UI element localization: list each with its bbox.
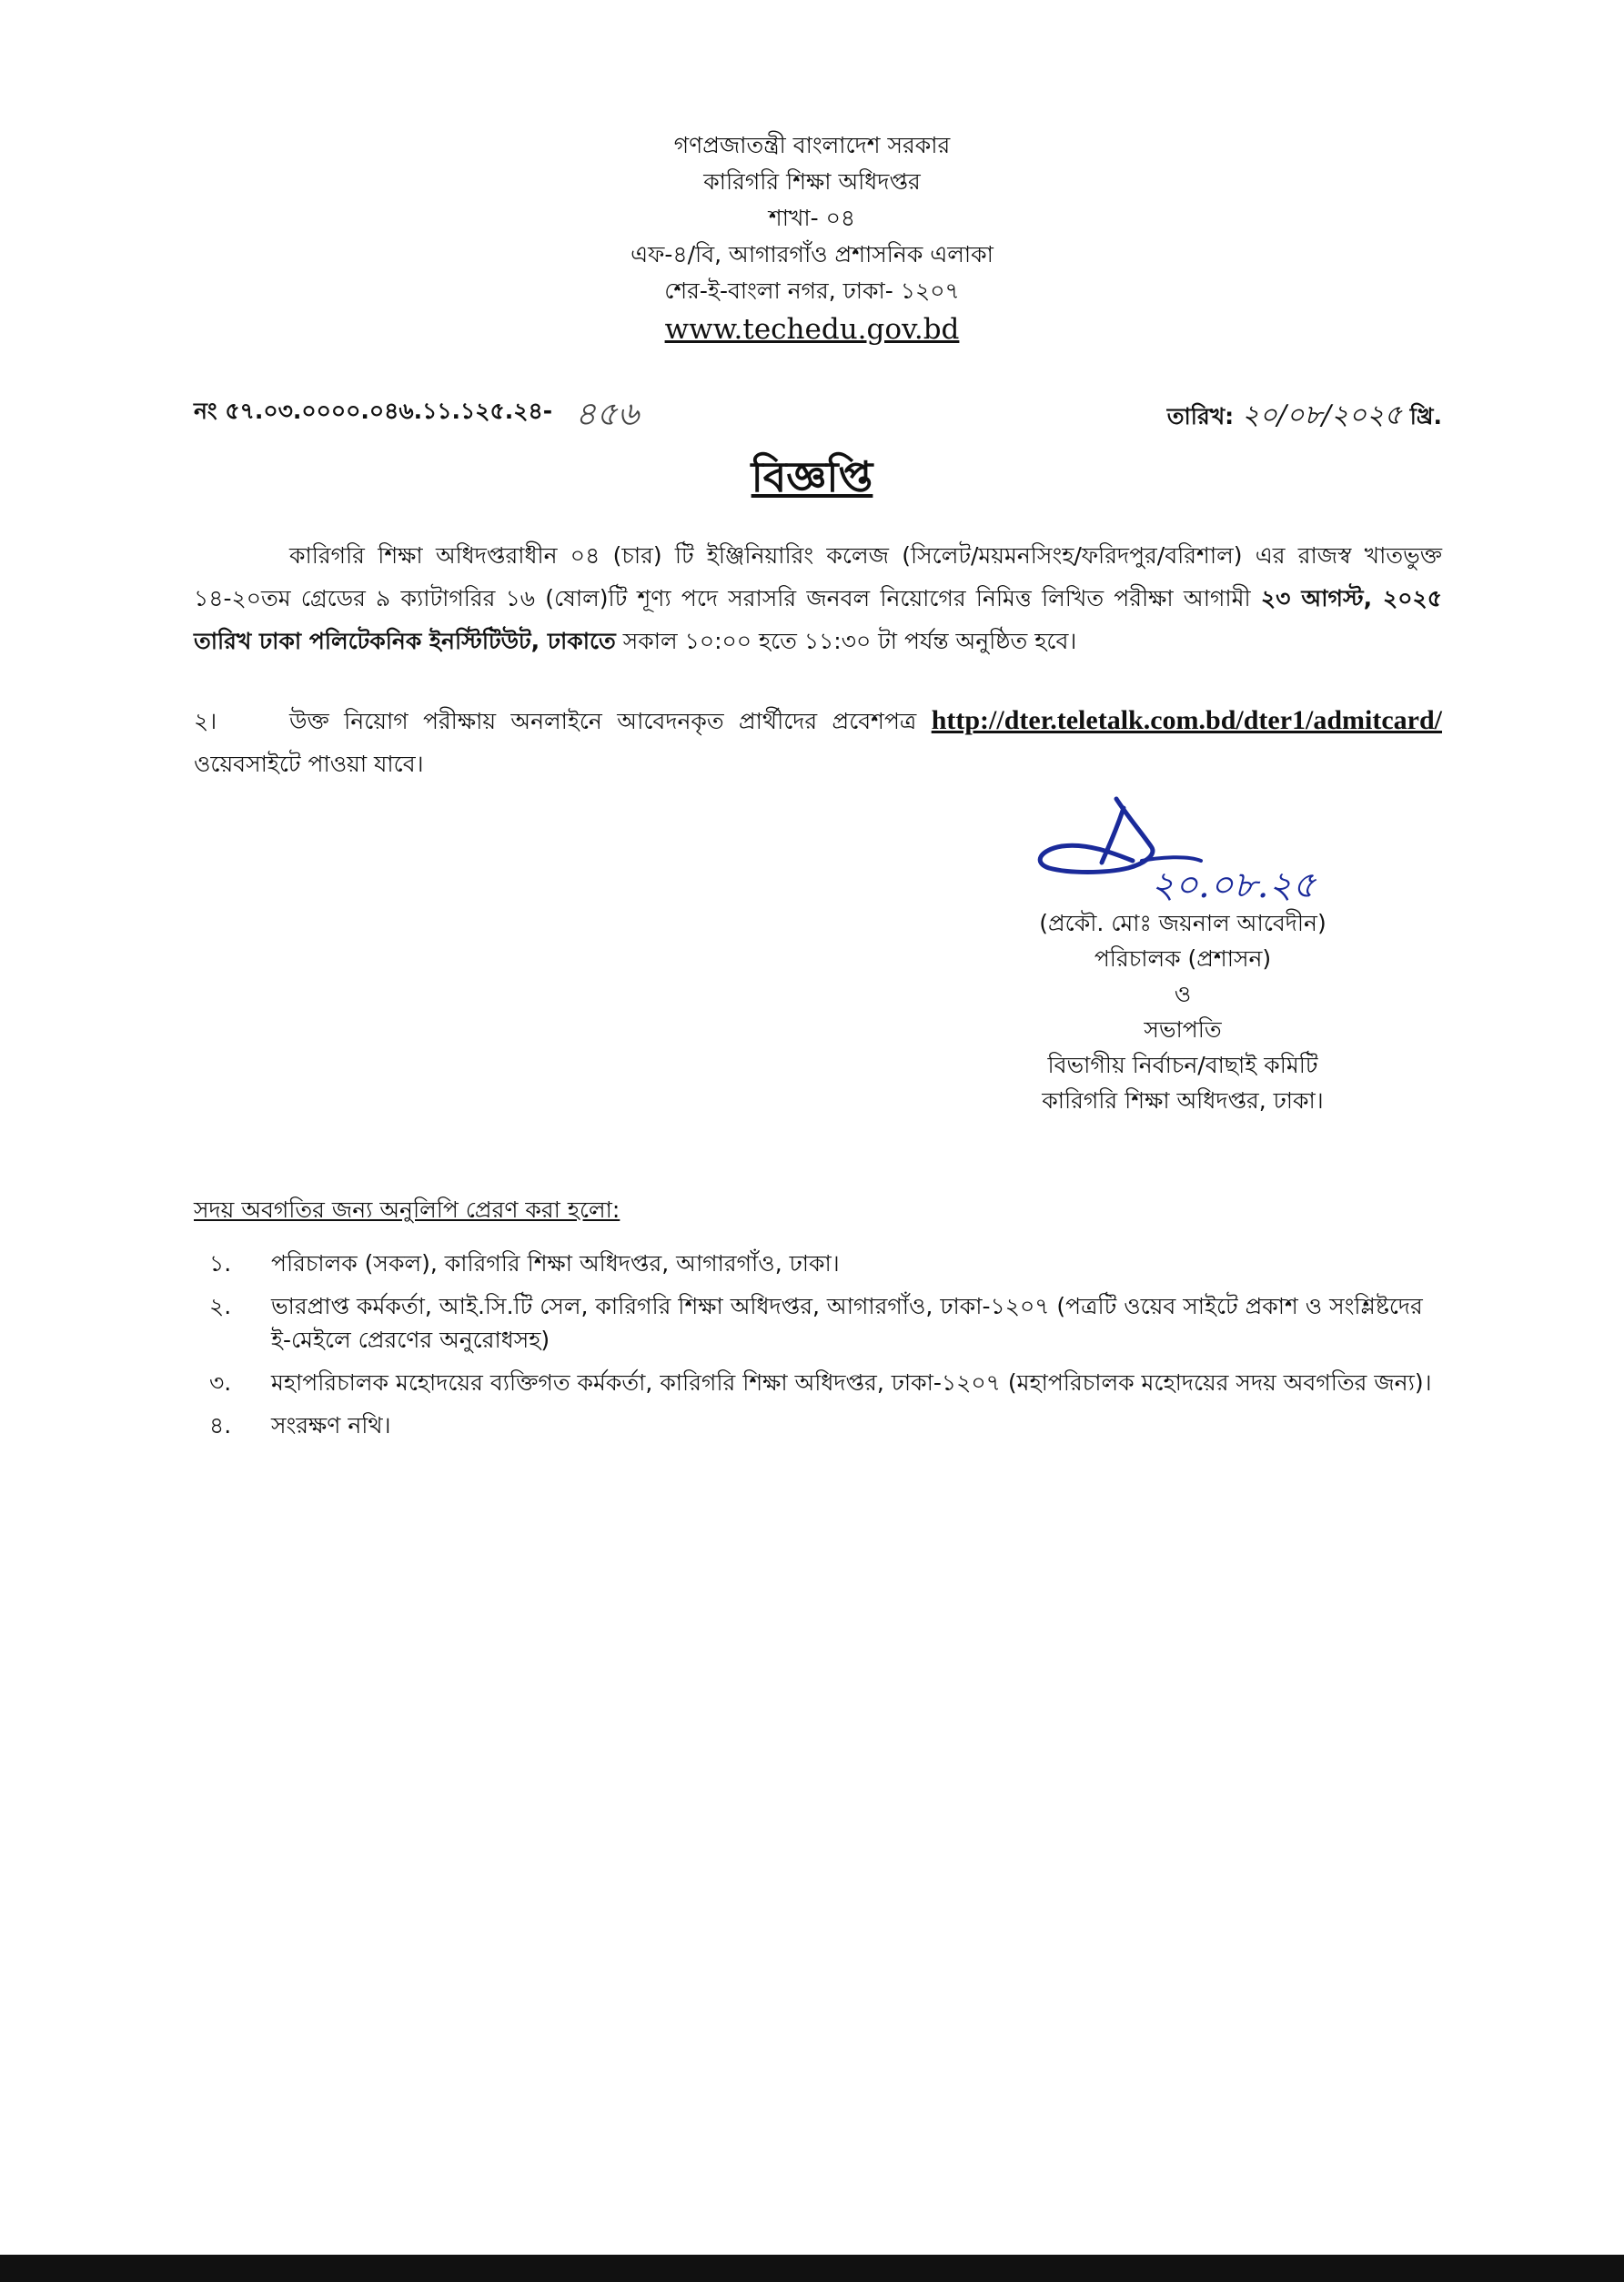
header-website-link[interactable]: www.techedu.gov.bd	[664, 313, 960, 346]
date-label: তারিখ:	[1166, 403, 1235, 429]
memo-handwritten-number: ৪৫৬	[575, 396, 640, 433]
signatory-committee: বিভাগীয় নির্বাচন/বাছাই কমিটি	[1047, 1052, 1318, 1078]
header-address-2: শের-ই-বাংলা নগর, ঢাকা- ১২০৭	[664, 278, 960, 304]
list-item	[194, 1409, 1449, 1442]
list-item-text: মহাপরিচালক মহোদয়ের ব্যক্তিগত কর্মকর্তা, কারিগরি শিক্ষা অধিদপ্তর, ঢাকা-১২০৭ (মহাপরিচালক মহোদয়ের সদয় অবগতির জন্য)।	[271, 1369, 1432, 1396]
header-department: কারিগরি শিক্ষা অধিদপ্তর	[703, 168, 921, 195]
memo-number: নং ৫৭.০৩.০০০০.০৪৬.১১.১২৫.২৪-	[194, 398, 553, 424]
signatory-name: (প্রকৌ. মোঃ জয়নাল আবেদীন)	[1039, 910, 1326, 936]
list-item-number: ৪.	[209, 1412, 232, 1439]
header-government: গণপ্রজাতন্ত্রী বাংলাদেশ সরকার	[673, 132, 951, 158]
signature-date: ২০.০৮.২৫	[1151, 864, 1316, 906]
signatory-designation: পরিচালক (প্রশাসন)	[1094, 945, 1272, 972]
date-value: ২০/০৮/২০২৫	[1241, 399, 1403, 431]
signatory-role: সভাপতি	[1144, 1016, 1222, 1043]
list-item	[194, 1289, 1449, 1357]
list-item-number: ২.	[209, 1293, 232, 1319]
copy-to-heading: সদয় অবগতির জন্য অনুলিপি প্রেরণ করা হলো:	[194, 1197, 620, 1223]
paragraph-1-text-b: সকাল ১০:০০ হতে ১১:৩০ টা পর্যন্ত অনুষ্ঠিত হবে।	[622, 628, 1077, 654]
paragraph-2-number: ২।	[194, 708, 217, 734]
header-address-1: এফ-৪/বি, আগারগাঁও প্রশাসনিক এলাকা	[630, 241, 994, 268]
date-suffix: খ্রি.	[1409, 403, 1442, 429]
paragraph-2	[194, 699, 1442, 785]
notice-title: বিজ্ঞপ্তি	[751, 452, 873, 501]
list-item-text: সংরক্ষণ নথি।	[271, 1412, 391, 1439]
signatory-office: কারিগরি শিক্ষা অধিদপ্তর, ঢাকা।	[1042, 1087, 1324, 1114]
memo-date	[1167, 393, 1442, 439]
list-item-text: পরিচালক (সকল), কারিগরি শিক্ষা অধিদপ্তর, আগারগাঁও, ঢাকা।	[271, 1250, 840, 1277]
header-branch: শাখা- ০৪	[768, 205, 856, 231]
paragraph-2-text-b: ওয়েবসাইটে পাওয়া যাবে।	[194, 751, 424, 777]
list-item-text: ভারপ্রাপ্ত কর্মকর্তা, আই.সি.টি সেল, কারিগরি শিক্ষা অধিদপ্তর, আগারগাঁও, ঢাকা-১২০৭ (পত্রটি ওয়েব সাইটে প্রকাশ ও সংশ্লিষ্টদের ই-মেইলে প্রেরণের অনুরোধসহ)	[271, 1293, 1423, 1353]
list-item	[194, 1366, 1449, 1399]
signatory-conjunction: ও	[1174, 981, 1192, 1007]
letterhead	[0, 127, 1624, 349]
signatory-block	[937, 905, 1428, 1118]
admit-card-link[interactable]: http://dter.teletalk.com.bd/dter1/admitcard/	[931, 705, 1443, 735]
signature-scribble	[1014, 790, 1397, 908]
list-item-number: ৩.	[209, 1369, 232, 1396]
list-item	[194, 1247, 1449, 1280]
scan-edge-bar	[0, 2255, 1624, 2282]
paragraph-1	[194, 534, 1442, 662]
paragraph-1-exam-date-venue: ২৩ আগস্ট, ২০২৫ তারিখ ঢাকা পলিটেকনিক ইনস্টিটিউট, ঢাকাতে	[194, 585, 1443, 654]
paragraph-2-text-a: উক্ত নিয়োগ পরীক্ষায় অনলাইনে আবেদনকৃত প্রার্থীদের প্রবেশপত্র	[289, 708, 917, 734]
list-item-number: ১.	[209, 1250, 232, 1277]
copy-to-list	[194, 1247, 1449, 1451]
signature-image	[1014, 790, 1397, 908]
paragraph-1-text-a: কারিগরি শিক্ষা অধিদপ্তরাধীন ০৪ (চার) টি ইঞ্জিনিয়ারিং কলেজ (সিলেট/ময়মনসিংহ/ফরিদপুর/বরিশাল) এর রাজস্ব খাতভুক্ত ১৪-২০তম গ্রেডের ৯ ক্যাটাগরির ১৬ (ষোল)টি শূণ্য পদে সরাসরি জনবল নিয়োগের নিমিত্ত লিখিত পরীক্ষা আগামী	[194, 542, 1442, 611]
